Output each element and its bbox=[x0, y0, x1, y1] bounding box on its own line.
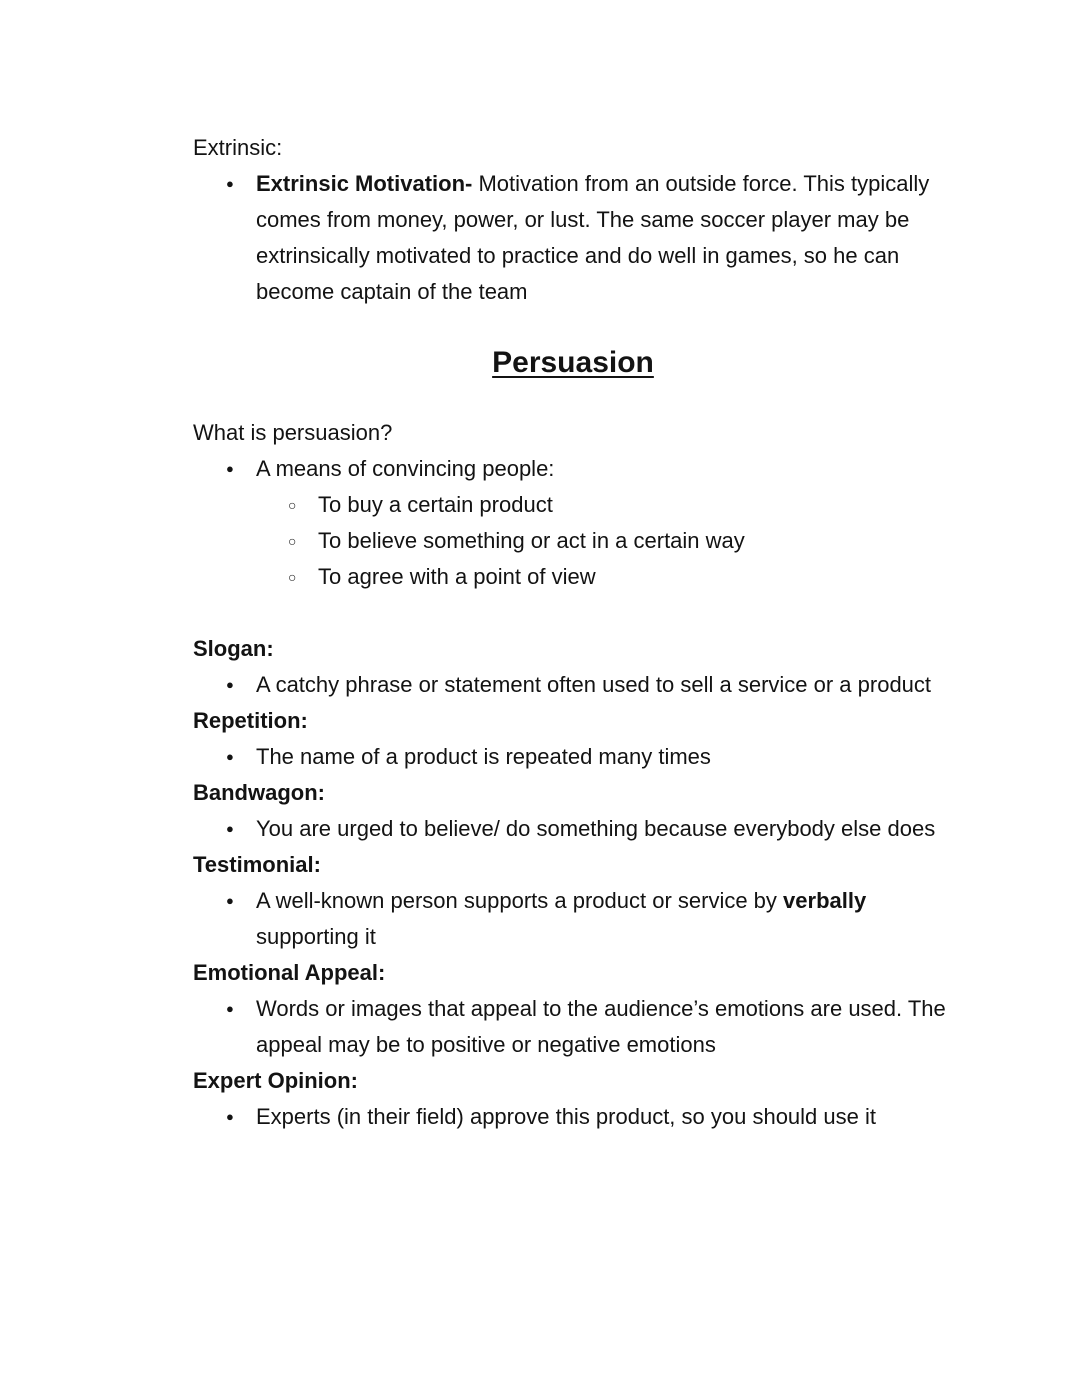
expert-opinion-list bbox=[193, 1099, 953, 1135]
list-item-bandwagon-definition: ● You are urged to believe/ do something because everybody else does bbox=[193, 811, 953, 847]
list-item-emotional-appeal-definition: ● Words or images that appeal to the audience’s emotions are used. The appeal may be to positive or negative emotions bbox=[193, 991, 953, 1063]
section-label-slogan: Slogan: bbox=[193, 636, 274, 661]
section-label-testimonial: Testimonial: bbox=[193, 852, 321, 877]
bandwagon-list bbox=[193, 811, 953, 847]
page-title bbox=[193, 341, 953, 385]
sub-list-item-buy-product: ○ To buy a certain product bbox=[193, 487, 953, 523]
extrinsic-bullet-list bbox=[193, 166, 953, 310]
section-label-what-is-persuasion: What is persuasion? bbox=[193, 420, 393, 445]
list-item-means-of-convincing: ● A means of convincing people: bbox=[193, 451, 953, 487]
section-label-extrinsic: Extrinsic: bbox=[193, 135, 283, 160]
slogan-list bbox=[193, 667, 953, 703]
section-label-bandwagon: Bandwagon: bbox=[193, 780, 325, 805]
extrinsic-motivation-definition: Motivation from an outside force. This typically comes from money, power, or lust. The same soccer player may be extrinsically motivated to practice and do well in games, so he can become captain of the team bbox=[256, 171, 930, 304]
list-item-testimonial-definition bbox=[193, 883, 953, 955]
sub-list-item-agree-view: ○ To agree with a point of view bbox=[193, 559, 953, 595]
list-item-extrinsic-motivation bbox=[193, 166, 953, 310]
section-label-repetition: Repetition: bbox=[193, 708, 308, 733]
emotional-appeal-list bbox=[193, 991, 953, 1063]
testimonial-list bbox=[193, 883, 953, 955]
testimonial-definition-pre: A well-known person supports a product or service by bbox=[256, 888, 784, 913]
list-item-expert-opinion-definition: ● Experts (in their field) approve this product, so you should use it bbox=[193, 1099, 953, 1135]
section-label-emotional-appeal: Emotional Appeal: bbox=[193, 960, 386, 985]
sub-list-item-believe-act: ○ To believe something or act in a certain way bbox=[193, 523, 953, 559]
list-item-slogan-definition: ● A catchy phrase or statement often used to sell a service or a product bbox=[193, 667, 953, 703]
list-item-repetition-definition: ● The name of a product is repeated many times bbox=[193, 739, 953, 775]
extrinsic-motivation-term: Extrinsic Motivation- bbox=[256, 171, 479, 196]
what-is-persuasion-list bbox=[193, 451, 953, 595]
testimonial-definition-post: supporting it bbox=[256, 924, 376, 949]
testimonial-definition-emphasis: verbally bbox=[783, 888, 867, 913]
repetition-list bbox=[193, 739, 953, 775]
page-title-text: Persuasion bbox=[492, 346, 654, 379]
section-label-expert-opinion: Expert Opinion: bbox=[193, 1068, 358, 1093]
